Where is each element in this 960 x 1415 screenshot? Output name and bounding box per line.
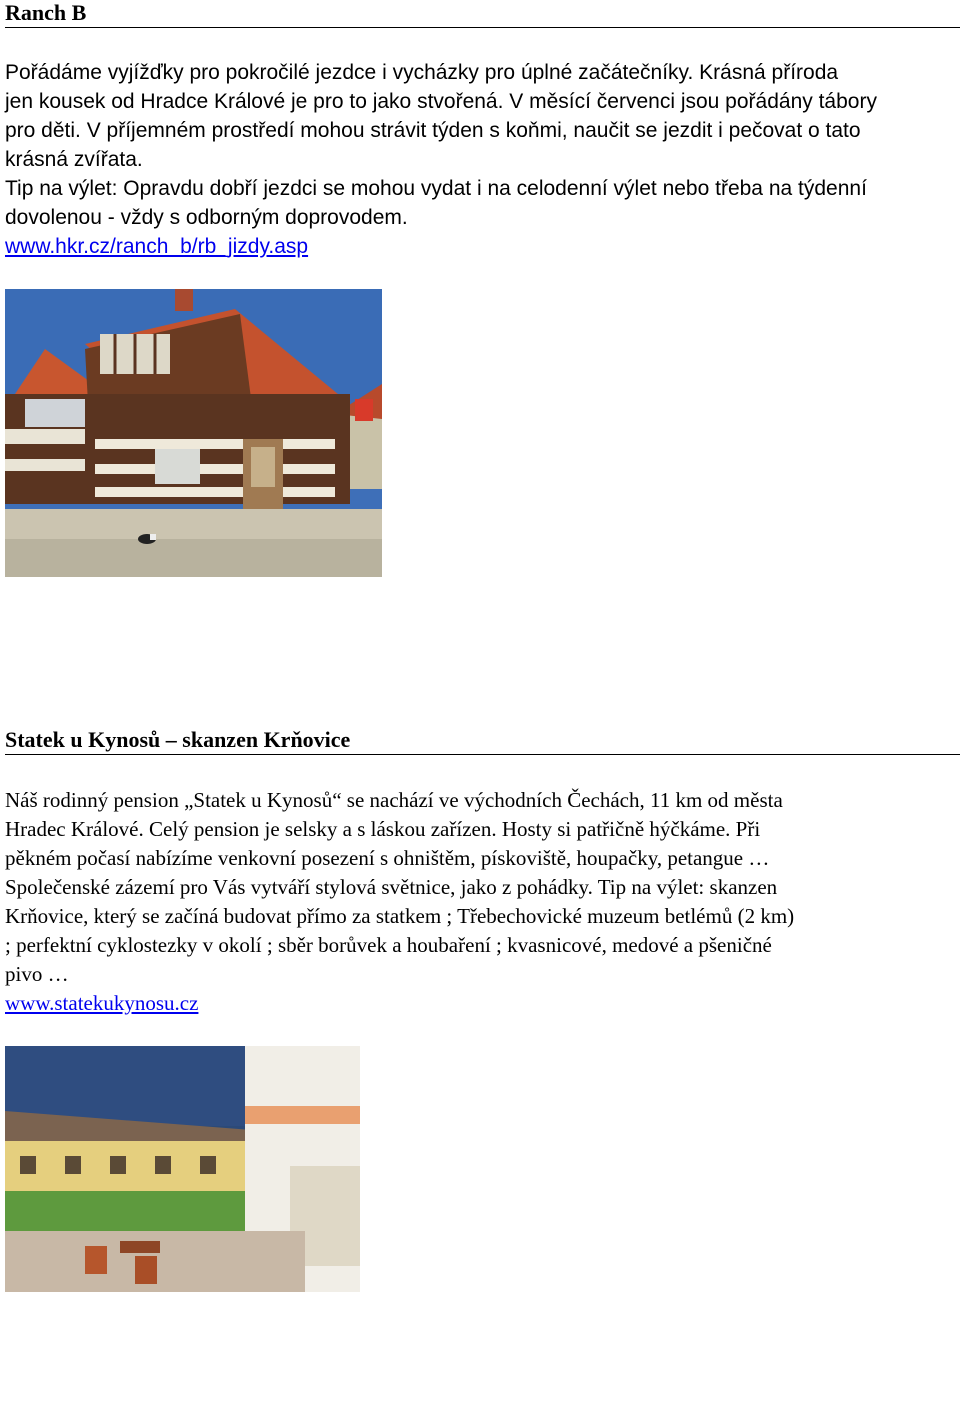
text-line: Tip na výlet: Opravdu dobří jezdci se mohou vydat i na celodenní výlet nebo třeba na týdenní (5, 177, 867, 200)
text-line: Společenské zázemí pro Vás vytváří stylová světnice, jako z pohádky. Tip na výlet: skanzen (5, 875, 778, 899)
ranch-house-photo (5, 289, 382, 577)
ranch-description (5, 58, 955, 261)
ranch-website-link[interactable]: www.hkr.cz/ranch_b/rb_jizdy.asp (5, 235, 309, 258)
heading-rule (5, 754, 960, 755)
text-line: jen kousek od Hradce Králové je pro to jako stvořená. V měsící červenci jsou pořádány tábory (5, 90, 877, 113)
statek-website-link[interactable]: www.statekukynosu.cz (5, 991, 199, 1015)
text-line: pivo … (5, 962, 69, 986)
text-line: pro děti. V příjemném prostředí mohou strávit týden s koňmi, naučit se jezdit i pečovat o tato (5, 119, 861, 142)
text-line: pěkném počasí nabízíme venkovní posezení s ohništěm, pískoviště, houpačky, petangue … (5, 846, 770, 870)
section-title-ranch-b: Ranch B (5, 0, 87, 25)
text-line: krásná zvířata. (5, 148, 143, 171)
text-line: Pořádáme vyjížďky pro pokročilé jezdce i vycházky pro úplné začátečníky. Krásná příroda (5, 61, 839, 84)
text-line: dovolenou - vždy s odborným doprovodem. (5, 206, 408, 229)
text-line: ; perfektní cyklostezky v okolí ; sběr borůvek a houbaření ; kvasnicové, medové a pšeničné (5, 933, 772, 957)
statek-courtyard-photo (5, 1046, 360, 1292)
text-line: Hradec Králové. Celý pension je selsky a s láskou zařízen. Hosty si patřičně hýčkáme. Při (5, 817, 761, 841)
section-title-statek: Statek u Kynosů – skanzen Krňovice (5, 727, 351, 752)
text-line: Náš rodinný pension „Statek u Kynosů“ se nachází ve východních Čechách, 11 km od města (5, 788, 783, 812)
heading-rule (5, 27, 960, 28)
text-line: Krňovice, který se začíná budovat přímo za statkem ; Třebechovické muzeum betlémů (2 km) (5, 904, 795, 928)
statek-description (5, 786, 955, 1018)
